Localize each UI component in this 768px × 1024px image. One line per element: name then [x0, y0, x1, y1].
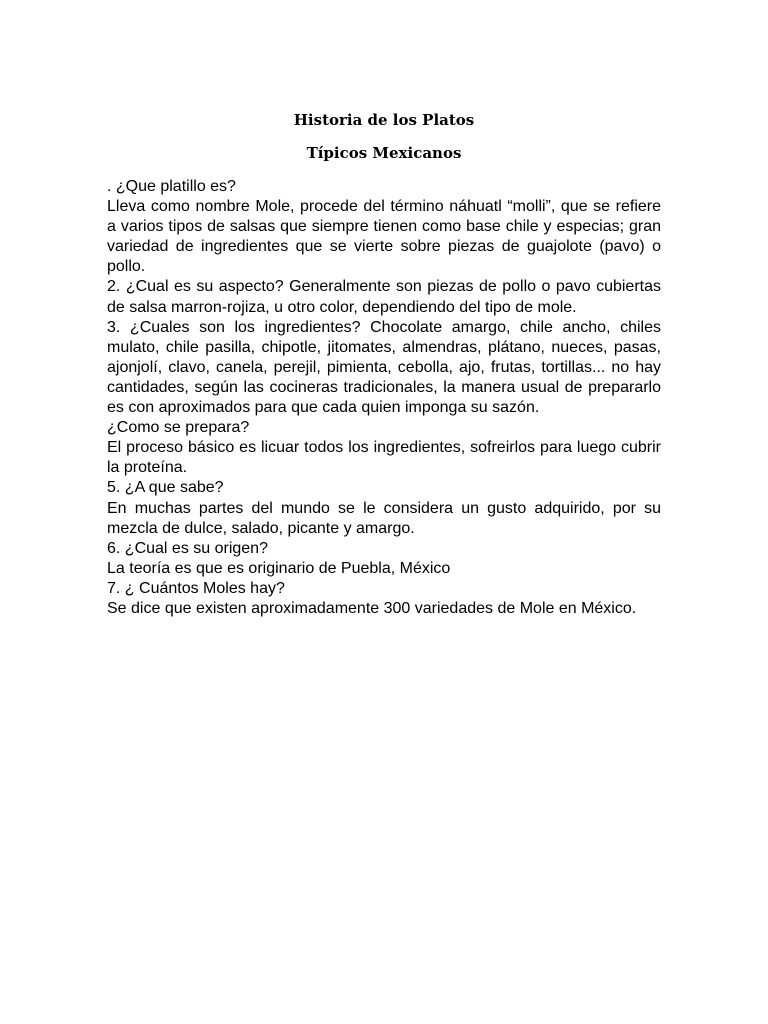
question-4-heading: ¿Como se prepara?: [107, 419, 250, 437]
answer-6-paragraph: La teoría es que es originario de Puebla, México: [107, 559, 451, 577]
document-title-line-2: Típicos Mexicanos: [306, 144, 462, 162]
question-2-paragraph: 2. ¿Cual es su aspecto? Generalmente son piezas de pollo o pavo cubiertas de salsa marron-rojiza, u otro color, dependiendo del tipo de mole.: [107, 278, 661, 316]
question-3-paragraph: 3. ¿Cuales son los ingredientes? Chocolate amargo, chile ancho, chiles mulato, chile pasilla, chipotle, jitomates, almendras, plátano, nueces, pasas, ajonjolí, clavo, canela, perejil, pimienta, cebolla, ajo, frutas, tortillas... no hay cantidades, según las cocineras tradicionales, la manera usual de prepararlo es con aproximados para que cada quien imponga su sazón.: [107, 318, 661, 417]
question-6-heading: 6. ¿Cual es su origen?: [107, 539, 268, 557]
question-1-heading: . ¿Que platillo es?: [107, 178, 236, 195]
answer-5-paragraph: En muchas partes del mundo se le considera un gusto adquirido, por su mezcla de dulce, salado, picante y amargo.: [107, 499, 661, 537]
answer-1-paragraph: Lleva como nombre Mole, procede del término náhuatl “molli”, que se refiere a varios tipos de salsas que siempre tienen como base chile y especias; gran variedad de ingredientes que se vierte sobre piezas de guajolote (pavo) o pollo.: [107, 198, 661, 276]
question-5-heading: 5. ¿A que sabe?: [107, 479, 224, 497]
answer-4-paragraph: El proceso básico es licuar todos los ingredientes, sofreirlos para luego cubrir la proteína.: [107, 439, 661, 477]
document-title-line-1: Historia de los Platos: [293, 111, 475, 129]
document-body: [107, 177, 661, 619]
question-7-heading: 7. ¿ Cuántos Moles hay?: [107, 579, 285, 597]
answer-7-paragraph: Se dice que existen aproximadamente 300 variedades de Mole en México.: [107, 599, 637, 617]
